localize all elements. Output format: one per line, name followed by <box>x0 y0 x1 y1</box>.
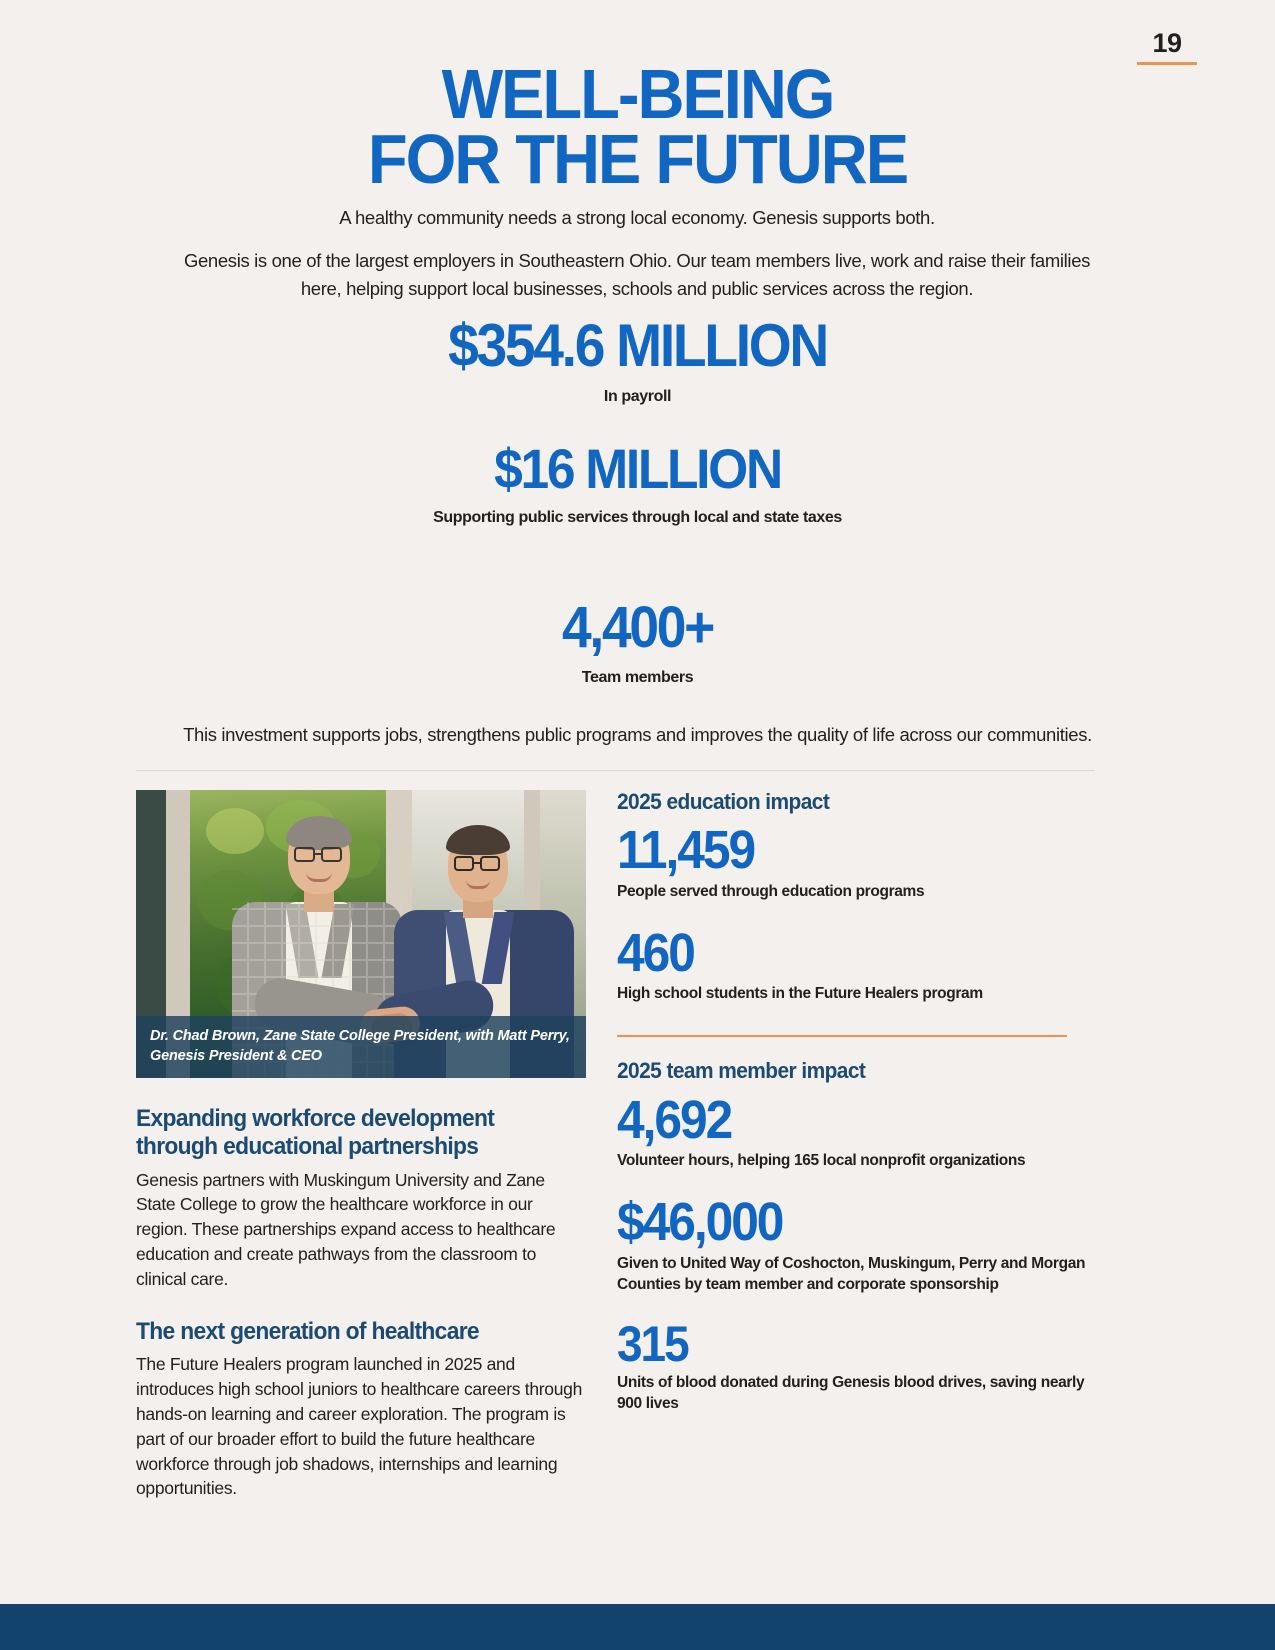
stat-payroll <box>0 312 1275 408</box>
section-workforce-body: Genesis partners with Muskingum University and Zane State College to grow the healthcare workforce in our region. These partnerships expand access to healthcare education and create pathways from the classroom to clinical care. <box>136 1169 556 1289</box>
stat-taxes-value: $16 MILLION <box>494 437 781 500</box>
right-column-divider <box>617 1035 1067 1037</box>
section-next-generation-heading: The next generation of healthcare <box>136 1317 479 1345</box>
stat-payroll-value: $354.6 MILLION <box>448 312 827 379</box>
page-title-line2: FOR THE FUTURE <box>367 120 908 199</box>
stat-future-healers-students-value: 460 <box>617 922 694 983</box>
stat-volunteer-hours <box>617 1089 1095 1173</box>
stat-team-members <box>0 595 1275 689</box>
stat-people-served-label: People served through education programs <box>617 882 925 900</box>
stat-future-healers-students <box>617 922 1095 1006</box>
stat-taxes-label: Supporting public services through local and state taxes <box>433 509 842 526</box>
left-column <box>136 790 586 1501</box>
stat-taxes <box>0 437 1275 529</box>
page-title-line1: WELL-BEING <box>441 55 834 133</box>
section-divider <box>136 770 1095 771</box>
page-number: 19 <box>1152 28 1182 58</box>
group-education-impact <box>617 790 1095 1005</box>
stat-future-healers-students-label: High school students in the Future Healers program <box>617 985 983 1003</box>
stat-team-members-value: 4,400+ <box>562 595 713 660</box>
stat-people-served <box>617 822 1095 903</box>
stat-payroll-label: In payroll <box>603 388 672 405</box>
investment-summary: This investment supports jobs, strengthens public programs and improves the quality of life across our communities. <box>183 724 1092 745</box>
right-column <box>617 790 1095 1415</box>
stat-volunteer-hours-label: Volunteer hours, helping 165 local nonprofit organizations <box>617 1152 1026 1170</box>
stat-blood-units-label: Units of blood donated during Genesis blood drives, saving nearly 900 lives <box>617 1374 1085 1413</box>
footer-bar <box>0 1604 1275 1650</box>
group-team-member-impact <box>617 1059 1095 1415</box>
page-number-block <box>1137 30 1197 65</box>
stat-people-served-value: 11,459 <box>617 820 755 881</box>
stat-blood-units <box>617 1315 1095 1415</box>
intro-lead: A healthy community needs a strong local economy. Genesis supports both. <box>339 207 935 228</box>
stat-volunteer-hours-value: 4,692 <box>617 1089 732 1150</box>
section-next-generation-body: The Future Healers program launched in 2025 and introduces high school juniors to healthcare careers through hands-on learning and career exploration. The program is part of our broader effort to build the future healthcare workforce through job shadows, internships and learning opportunities. <box>136 1354 583 1499</box>
section-workforce <box>136 1105 586 1292</box>
photo-caption: Dr. Chad Brown, Zane State College President, with Matt Perry, Genesis President & CEO <box>136 1016 586 1078</box>
stat-united-way-giving-value: $46,000 <box>617 1192 783 1253</box>
stat-team-members-label: Team members <box>581 669 694 686</box>
stat-united-way-giving <box>617 1194 1095 1296</box>
section-next-generation <box>136 1318 586 1501</box>
intro-body: Genesis is one of the largest employers in Southeastern Ohio. Our team members live, work and raise their families here, helping support local businesses, schools and public services across the region. <box>183 250 1091 300</box>
page-title <box>45 55 1231 199</box>
section-workforce-heading: Expanding workforce development through educational partnerships <box>136 1105 495 1161</box>
group-education-impact-heading: 2025 education impact <box>617 789 830 814</box>
group-team-member-impact-heading: 2025 team member impact <box>617 1058 866 1084</box>
leadership-photo <box>136 790 586 1078</box>
stat-united-way-giving-label: Given to United Way of Coshocton, Muskingum, Perry and Morgan Counties by team member and corporate sponsorship <box>617 1254 1086 1293</box>
stat-blood-units-value: 315 <box>617 1315 688 1372</box>
